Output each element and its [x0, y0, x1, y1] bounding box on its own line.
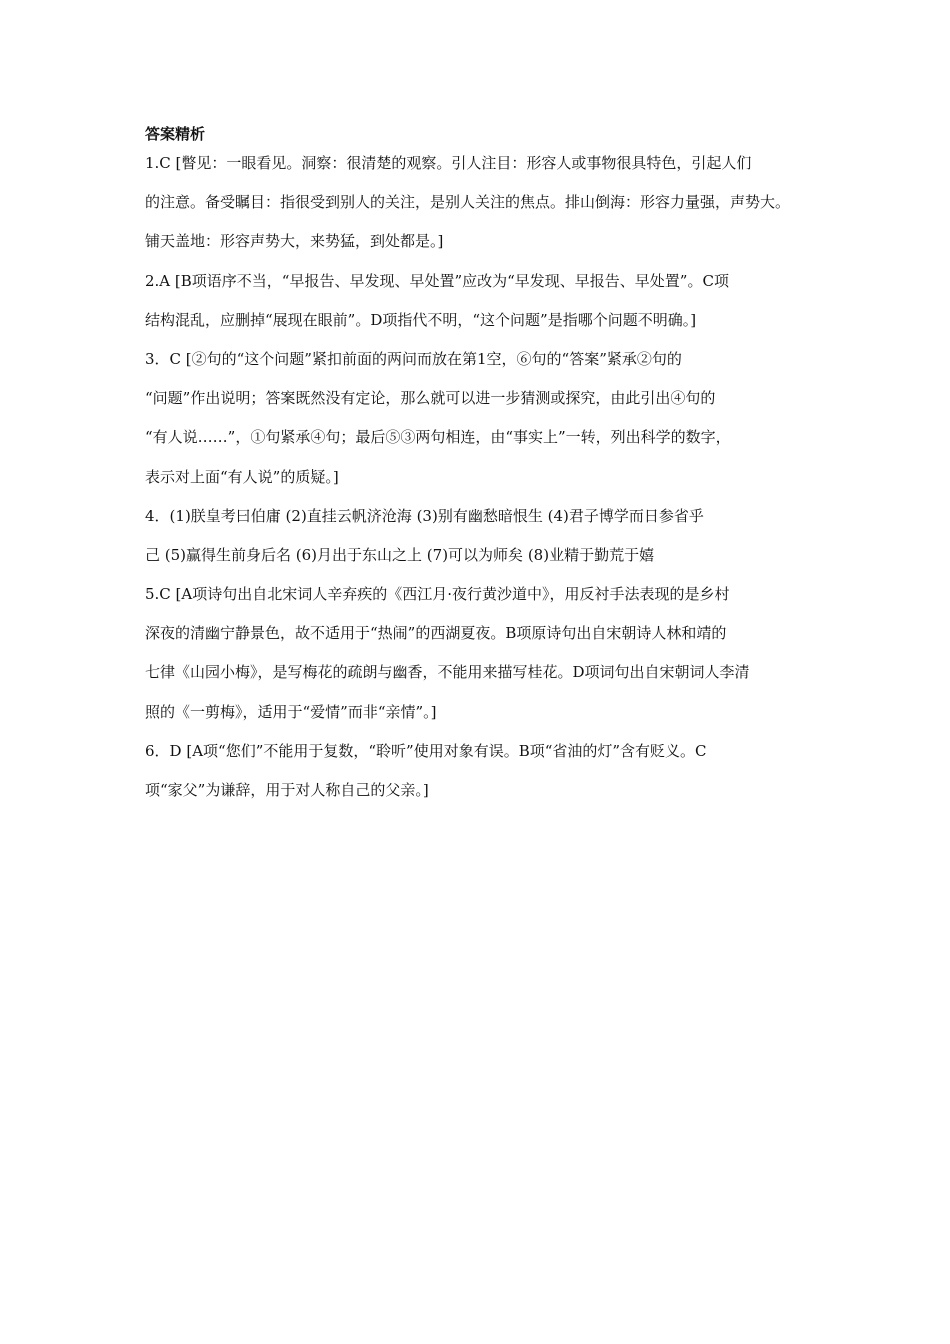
text-line: 1.C [瞥见：一眼看见。洞察：很清楚的观察。引人注目：形容人或事物很具特色，引起人们 [145, 154, 752, 172]
text-line: 4．(1)朕皇考曰伯庸 (2)直挂云帆济沧海 (3)别有幽愁暗恨生 (4)君子博学而日参省乎 [145, 506, 704, 525]
answer-section [145, 124, 825, 800]
text-line: 项“家父”为谦辞，用于对人称自己的父亲。] [145, 781, 429, 799]
text-line: 表示对上面“有人说”的质疑。] [145, 467, 339, 486]
text-line: 3．C [②句的“这个问题”紧扣前面的两问而放在第1空，⑥句的“答案”紧承②句的 [145, 349, 682, 368]
text-line: 2.A [B项语序不当，“早报告、早发现、早处置”应改为“早发现、早报告、早处置”。C项 [145, 271, 729, 290]
text-line: 己 (5)赢得生前身后名 (6)月出于东山之上 (7)可以为师矣 (8)业精于勤荒于嬉 [145, 545, 655, 564]
text-line: “问题”作出说明；答案既然没有定论，那么就可以进一步猜测或探究，由此引出④句的 [145, 389, 716, 408]
text-line: 七律《山园小梅》，是写梅花的疏朗与幽香，不能用来描写桂花。D项词句出自宋朝词人李清 [145, 663, 750, 682]
text-line: “有人说……”，①句紧承④句；最后⑤③两句相连，由“事实上”一转，列出科学的数字， [145, 428, 731, 447]
text-line: 5.C [A项诗句出自北宋词人辛弃疾的《西江月·夜行黄沙道中》，用反衬手法表现的是乡村 [145, 585, 730, 604]
text-line: 深夜的清幽宁静景色，故不适用于“热闹”的西湖夏夜。B项原诗句出自宋朝诗人林和靖的 [145, 624, 727, 643]
text-line: 铺天盖地：形容声势大，来势猛，到处都是。] [145, 232, 444, 251]
section-heading: 答案精析 [145, 125, 206, 143]
text-line: 照的《一剪梅》，适用于“爱情”而非“亲情”。] [145, 702, 437, 721]
text-line: 的注意。备受瞩目：指很受到别人的关注，是别人关注的焦点。排山倒海：形容力量强，声势大。 [145, 193, 791, 212]
text-line: 结构混乱，应删掉“展现在眼前”。D项指代不明，“这个问题”是指哪个问题不明确。] [145, 310, 697, 329]
text-line: 6．D [A项“您们”不能用于复数，“聆听”使用对象有误。B项“省油的灯”含有贬义。C [145, 741, 707, 760]
